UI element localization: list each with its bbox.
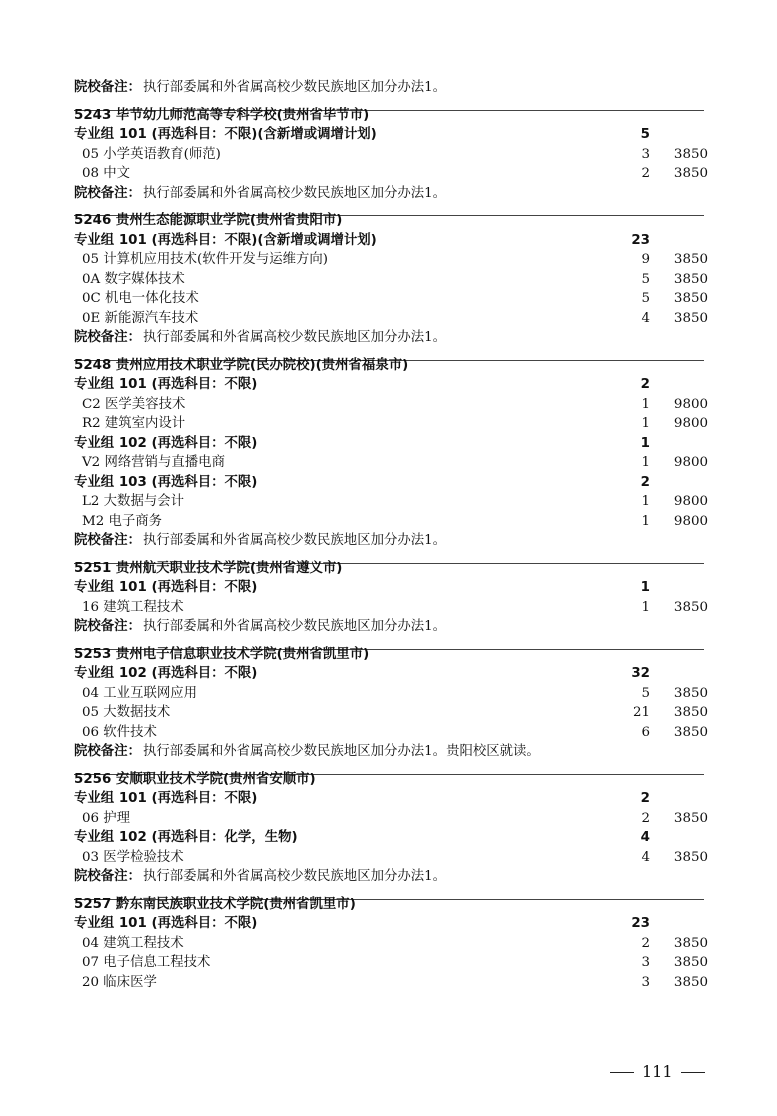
- major-row: [0, 414, 777, 434]
- major-row: [0, 809, 777, 829]
- major-quota: 3: [641, 147, 650, 162]
- major-quota: 2: [641, 936, 650, 951]
- remark-text: [74, 617, 446, 637]
- major-name: 03 医学检验技术: [82, 850, 184, 865]
- tuition-fee: 3850: [673, 252, 708, 267]
- major-row: [0, 934, 777, 954]
- major-row: [0, 684, 777, 704]
- major-row: [0, 270, 777, 290]
- tuition-fee: 3850: [673, 975, 708, 990]
- major-group-row: [0, 231, 777, 251]
- major-quota: 3: [641, 955, 650, 970]
- major-name: 0E 新能源汽车技术: [82, 311, 199, 326]
- tuition-fee: 9800: [673, 397, 708, 412]
- school-remark: [0, 78, 777, 98]
- tuition-fee: 9800: [673, 416, 708, 431]
- major-quota: 1: [641, 416, 650, 431]
- remark-label: 院校备注：: [74, 744, 141, 759]
- group-quota: 1: [640, 436, 650, 451]
- page-number: 111: [642, 1062, 673, 1081]
- major-name: 08 中文: [82, 166, 131, 181]
- tuition-fee: 3850: [673, 311, 708, 326]
- remark-content: 执行部委属和外省属高校少数民族地区加分办法1。: [142, 533, 447, 548]
- remark-content: 执行部委属和外省属高校少数民族地区加分办法1。: [142, 80, 447, 95]
- tuition-fee: 3850: [673, 705, 708, 720]
- major-name: 04 工业互联网应用: [82, 686, 198, 701]
- major-name: M2 电子商务: [82, 514, 163, 529]
- school-name: 5246 贵州生态能源职业学院(贵州省贵阳市): [74, 213, 343, 228]
- group-label: 专业组 101 (再选科目：不限): [74, 377, 258, 392]
- major-group-row: [0, 828, 777, 848]
- remark-text: [74, 184, 446, 204]
- group-label: 专业组 101 (再选科目：不限): [74, 791, 258, 806]
- major-quota: 21: [632, 705, 650, 720]
- group-label: 专业组 101 (再选科目：不限)(含新增或调增计划): [74, 127, 377, 142]
- group-quota: 32: [631, 666, 650, 681]
- school-name: 5257 黔东南民族职业技术学院(贵州省凯里市): [74, 897, 356, 912]
- school-name: 5243 毕节幼儿师范高等专科学校(贵州省毕节市): [74, 108, 370, 123]
- major-quota: 4: [641, 311, 650, 326]
- major-group-row: [0, 664, 777, 684]
- major-quota: 2: [641, 811, 650, 826]
- major-name: 05 大数据技术: [82, 705, 171, 720]
- group-quota: 5: [640, 127, 650, 142]
- major-quota: 1: [641, 494, 650, 509]
- tuition-fee: 3850: [673, 600, 708, 615]
- group-label: 专业组 102 (再选科目：化学，生物): [74, 830, 298, 845]
- remark-label: 院校备注：: [74, 80, 141, 95]
- school-heading: [0, 211, 777, 231]
- major-group-row: [0, 375, 777, 395]
- group-quota: 1: [640, 580, 650, 595]
- major-row: [0, 703, 777, 723]
- major-group-row: [0, 473, 777, 493]
- major-group-row: [0, 578, 777, 598]
- school-name: 5248 贵州应用技术职业学院(民办院校)(贵州省福泉市): [74, 358, 409, 373]
- tuition-fee: 3850: [673, 725, 708, 740]
- major-name: 20 临床医学: [82, 975, 157, 990]
- remark-label: 院校备注：: [74, 533, 141, 548]
- major-row: [0, 512, 777, 532]
- major-row: [0, 453, 777, 473]
- major-row: [0, 973, 777, 993]
- group-label: 专业组 101 (再选科目：不限): [74, 580, 258, 595]
- remark-label: 院校备注：: [74, 186, 141, 201]
- tuition-fee: 9800: [673, 514, 708, 529]
- tuition-fee: 3850: [673, 811, 708, 826]
- tuition-fee: 9800: [673, 455, 708, 470]
- group-label: 专业组 103 (再选科目：不限): [74, 475, 258, 490]
- school-name: 5256 安顺职业技术学院(贵州省安顺市): [74, 772, 316, 787]
- tuition-fee: 3850: [673, 686, 708, 701]
- group-label: 专业组 101 (再选科目：不限): [74, 916, 258, 931]
- major-name: 05 小学英语教育(师范): [82, 147, 221, 162]
- tuition-fee: 9800: [673, 494, 708, 509]
- major-quota: 6: [641, 725, 650, 740]
- major-row: [0, 723, 777, 743]
- remark-label: 院校备注：: [74, 619, 141, 634]
- school-remark: [0, 184, 777, 204]
- major-name: 0A 数字媒体技术: [82, 272, 185, 287]
- school-name: 5253 贵州电子信息职业技术学院(贵州省凯里市): [74, 647, 370, 662]
- remark-label: 院校备注：: [74, 330, 141, 345]
- school-heading: [0, 559, 777, 579]
- major-name: V2 网络营销与直播电商: [82, 455, 225, 470]
- major-row: [0, 598, 777, 618]
- group-quota: 4: [640, 830, 650, 845]
- major-group-row: [0, 434, 777, 454]
- major-name: C2 医学美容技术: [82, 397, 186, 412]
- major-name: 04 建筑工程技术: [82, 936, 184, 951]
- remark-text: [74, 742, 540, 762]
- major-row: [0, 164, 777, 184]
- school-heading: [0, 106, 777, 126]
- school-remark: [0, 617, 777, 637]
- major-name: 06 护理: [82, 811, 131, 826]
- major-row: [0, 395, 777, 415]
- major-group-row: [0, 125, 777, 145]
- tuition-fee: 3850: [673, 291, 708, 306]
- school-heading: [0, 356, 777, 376]
- footer-dash-right: [681, 1072, 705, 1073]
- school-name: 5251 贵州航天职业技术学院(贵州省遵义市): [74, 561, 343, 576]
- group-label: 专业组 102 (再选科目：不限): [74, 666, 258, 681]
- major-quota: 3: [641, 975, 650, 990]
- group-quota: 2: [640, 377, 650, 392]
- school-remark: [0, 742, 777, 762]
- tuition-fee: 3850: [673, 936, 708, 951]
- major-name: 16 建筑工程技术: [82, 600, 184, 615]
- major-group-row: [0, 789, 777, 809]
- remark-text: [74, 531, 446, 551]
- major-quota: 5: [641, 291, 650, 306]
- major-row: [0, 848, 777, 868]
- major-name: R2 建筑室内设计: [82, 416, 186, 431]
- major-name: 06 软件技术: [82, 725, 157, 740]
- major-quota: 1: [641, 514, 650, 529]
- school-remark: [0, 328, 777, 348]
- major-row: [0, 250, 777, 270]
- remark-text: [74, 78, 446, 98]
- school-remark: [0, 531, 777, 551]
- tuition-fee: 3850: [673, 272, 708, 287]
- school-remark: [0, 867, 777, 887]
- school-heading: [0, 645, 777, 665]
- remark-content: 执行部委属和外省属高校少数民族地区加分办法1。: [142, 330, 447, 345]
- school-heading: [0, 895, 777, 915]
- major-row: [0, 289, 777, 309]
- major-row: [0, 145, 777, 165]
- remark-content: 执行部委属和外省属高校少数民族地区加分办法1。: [142, 186, 447, 201]
- major-quota: 1: [641, 600, 650, 615]
- group-quota: 2: [640, 791, 650, 806]
- tuition-fee: 3850: [673, 955, 708, 970]
- major-name: L2 大数据与会计: [82, 494, 185, 509]
- major-row: [0, 309, 777, 329]
- remark-content: 执行部委属和外省属高校少数民族地区加分办法1。贵阳校区就读。: [142, 744, 540, 759]
- remark-content: 执行部委属和外省属高校少数民族地区加分办法1。: [142, 869, 447, 884]
- remark-label: 院校备注：: [74, 869, 141, 884]
- major-quota: 5: [641, 272, 650, 287]
- group-label: 专业组 102 (再选科目：不限): [74, 436, 258, 451]
- group-quota: 23: [631, 233, 650, 248]
- major-quota: 1: [641, 397, 650, 412]
- major-name: 0C 机电一体化技术: [82, 291, 199, 306]
- remark-text: [74, 867, 446, 887]
- major-row: [0, 492, 777, 512]
- tuition-fee: 3850: [673, 166, 708, 181]
- major-quota: 9: [641, 252, 650, 267]
- major-quota: 5: [641, 686, 650, 701]
- group-label: 专业组 101 (再选科目：不限)(含新增或调增计划): [74, 233, 377, 248]
- group-quota: 2: [640, 475, 650, 490]
- major-group-row: [0, 914, 777, 934]
- tuition-fee: 3850: [673, 850, 708, 865]
- major-name: 07 电子信息工程技术: [82, 955, 211, 970]
- group-quota: 23: [631, 916, 650, 931]
- page-footer: [610, 1061, 720, 1083]
- remark-content: 执行部委属和外省属高校少数民族地区加分办法1。: [142, 619, 447, 634]
- major-quota: 2: [641, 166, 650, 181]
- footer-dash-left: [610, 1072, 634, 1073]
- major-name: 05 计算机应用技术(软件开发与运维方向): [82, 252, 328, 267]
- major-quota: 4: [641, 850, 650, 865]
- tuition-fee: 3850: [673, 147, 708, 162]
- major-row: [0, 953, 777, 973]
- major-quota: 1: [641, 455, 650, 470]
- remark-text: [74, 328, 446, 348]
- school-heading: [0, 770, 777, 790]
